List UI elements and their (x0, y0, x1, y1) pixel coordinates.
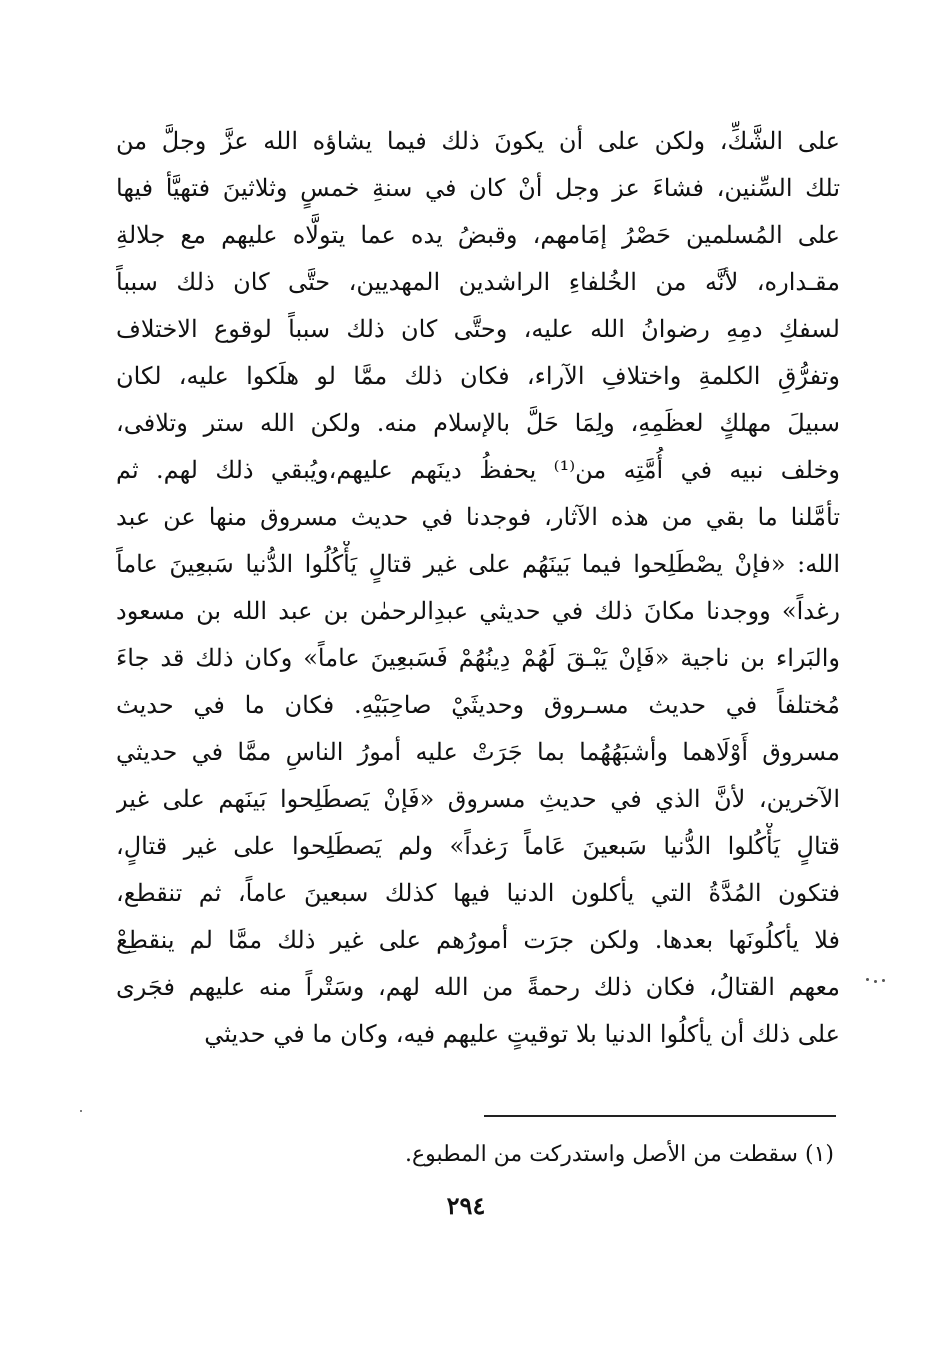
text-line: على الشَّكِّ، ولكن على أن يكونَ ذلك فيما يشاؤه الله عزَّ وجلَّ من (116, 127, 840, 155)
scan-speck (882, 979, 885, 982)
text-line: على ذلك أن يأكلُوا الدنيا بلا توقيتٍ عليهم فيه، وكان ما في حديثي (204, 1020, 840, 1048)
text-line: تلك السِّنين، فشاءَ عز وجل أنْ كان في سنةِ خمسٍ وثلاثينَ فتهيَّأ فيها (116, 174, 840, 202)
text-line: معهم القتالُ، فكان ذلك رحمةً من الله لهم، وسَتْراً منه عليهم فجَرى (116, 973, 840, 1001)
scan-speck (866, 978, 869, 981)
text-line: فتكون المُدَّةُ التي يأكلون الدنيا فيها كذلك سبعينَ عاماً، ثم تنقطع، (116, 879, 840, 907)
text-line: وتفرُّقِ الكلمةِ واختلافِ الآراء، فكان ذلك ممَّا لو هلَكوا عليه، لكان (116, 362, 840, 390)
page-number: ٢٩٤ (446, 1191, 486, 1220)
text-line: سبيلَ مهلكٍ لعظَمِهِ، ولِمَا حَلَّ بالإسلام منه. ولكن الله ستر وتلافى، (116, 409, 840, 437)
text-line: لسفكِ دمِهِ رضوانُ الله عليه، وحتَّى كان ذلك سبباً لوقوع الاختلاف (116, 315, 840, 343)
text-line: فلا يأكلُونَها بعدها. ولكن جرَت أمورُهم على غير ذلك ممَّا لم ينقطِعْ (116, 926, 840, 954)
text-line: تأمَّلنا ما بقي من هذه الآثار، فوجدنا في حديث مسروق منها عن عبد (116, 503, 840, 531)
text-line: قتالٍ يَأْكُلوا الدُّنيا سَبعينَ عَاماً رَغداً» ولم يَصطَلِحوا على غير قتالٍ، (116, 832, 840, 860)
text-line: مسروق أَوْلَاهما وأشبَهُهُما بما جَرَتْ عليه أمورُ الناسِ ممَّا في حديثي (116, 738, 840, 766)
text-line: والبَراء بن ناجية «فَإنْ يَبْـقَ لَهُمْ دِينُهُمْ فَسَبعِينَ عاماً» وكان ذلك قد جاءَ (116, 644, 840, 672)
main-text-block (116, 118, 840, 1058)
footnote-divider (484, 1115, 836, 1117)
text-line: مُختلفاً في حديث مسـروق وحديثَيْ صاحِبَيْهِ. فكان ما في حديث (116, 691, 840, 719)
text-line: الآخرين، لأنَّ الذي في حديثِ مسروق «فَإنْ يَصطَلِحوا بَينَهم على غير (116, 785, 840, 813)
text-line: رغداً» ووجدنا مكانَ ذلك في حديثي عبدِالرحمٰن بن عبد الله بن مسعود (116, 597, 840, 625)
scan-speck (874, 980, 877, 983)
footnote: (١) سقطت من الأصل واستدركت من المطبوع. (404, 1142, 834, 1167)
text-line: الله: «فإنْ يصْطَلِحوا فيما بَينَهُم على غير قتالٍ يَأْكُلُوا الدُّنيا سَبعِينَ عاماً (116, 550, 840, 578)
scan-speck (80, 1110, 82, 1112)
text-line: على المُسلمين حَصْرُ إمَامهم، وقبضُ يده عما يتولَّاه عليهم مع جلالةِ (116, 221, 840, 249)
text-line: مقـداره، لأنَّه من الخُلفاءِ الراشدين المهديين، حتَّى كان ذلك سبباً (116, 268, 840, 296)
text-line: وخلف نبيه في أُمَّتِه من⁽¹⁾ يحفظُ دينَهم عليهم،ويُبقي ذلك لهم. ثم (116, 456, 840, 484)
